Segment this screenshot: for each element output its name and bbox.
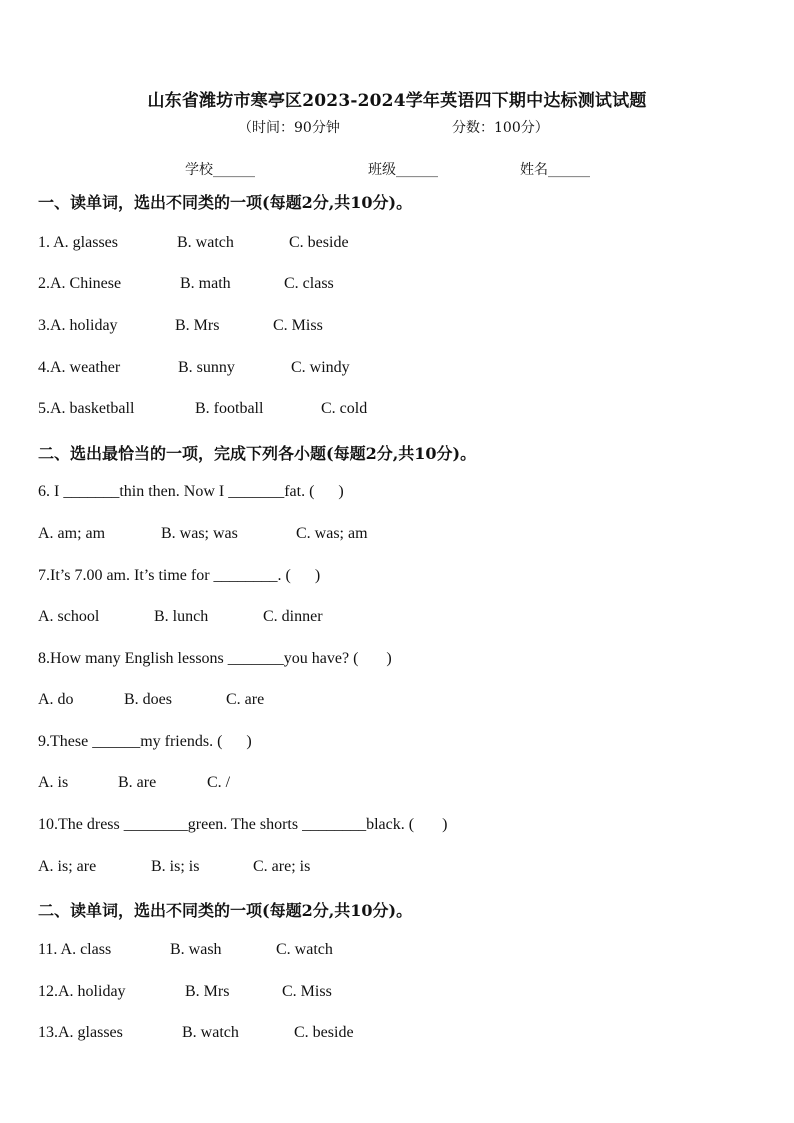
question-3-option-c: C. Miss [273,317,323,334]
question-3-option-b: B. Mrs [175,317,220,334]
question-6-stem: 6. I _______thin then. Now I _______fat. ( ) [38,483,344,500]
question-5-option-a: 5.A. basketball [38,400,135,417]
school-field: 学校______ [185,162,255,178]
section-2-heading: 二、选出最恰当的一项，完成下列各小题(每题2分,共10分)。 [38,444,477,463]
question-10-stem: 10.The dress ________green. The shorts ________black. ( ) [38,816,448,833]
question-11-option-b: B. wash [170,941,222,958]
question-2-option-c: C. class [284,275,334,292]
question-8-option-a: A. do [38,691,74,708]
question-11-option-c: C. watch [276,941,333,958]
question-8-stem: 8.How many English lessons _______you have? ( ) [38,650,392,667]
question-7-option-a: A. school [38,608,100,625]
question-6-option-c: C. was; am [296,525,368,542]
question-8-option-b: B. does [124,691,172,708]
question-7-option-c: C. dinner [263,608,323,625]
question-5-option-c: C. cold [321,400,368,417]
question-4-option-a: 4.A. weather [38,359,121,376]
question-1-option-c: C. beside [289,234,349,251]
question-2-option-b: B. math [180,275,231,292]
question-9-option-c: C. / [207,774,231,791]
question-1-option-a: 1. A. glasses [38,234,118,251]
question-6-option-a: A. am; am [38,525,106,542]
section-1-heading: 一、读单词，选出不同类的一项(每题2分,共10分)。 [38,193,413,212]
question-11-option-a: 11. A. class [38,941,112,958]
class-field: 班级______ [368,162,438,178]
question-10-option-b: B. is; is [151,858,200,875]
exam-score: 分数：100分） [452,120,549,136]
question-13-option-b: B. watch [182,1024,239,1041]
question-10-option-a: A. is; are [38,858,97,875]
question-4-option-c: C. windy [291,359,350,376]
question-2-option-a: 2.A. Chinese [38,275,122,292]
question-9-option-a: A. is [38,774,69,791]
question-4-option-b: B. sunny [178,359,235,376]
question-7-option-b: B. lunch [154,608,209,625]
question-3-option-a: 3.A. holiday [38,317,118,334]
question-7-stem: 7.It’s 7.00 am. It’s time for ________. ( ) [38,567,321,584]
question-13-option-a: 13.A. glasses [38,1024,123,1041]
question-10-option-c: C. are; is [253,858,311,875]
question-5-option-b: B. football [195,400,264,417]
question-1-option-b: B. watch [177,234,234,251]
exam-time: （时间：90分钟 [238,120,340,136]
question-12-option-a: 12.A. holiday [38,983,126,1000]
question-12-option-c: C. Miss [282,983,332,1000]
page-title: 山东省潍坊市寒亭区2023-2024学年英语四下期中达标测试试题 [147,91,647,111]
name-field: 姓名______ [520,162,590,178]
question-12-option-b: B. Mrs [185,983,230,1000]
question-9-stem: 9.These ______my friends. ( ) [38,733,252,750]
question-8-option-c: C. are [226,691,265,708]
question-6-option-b: B. was; was [161,525,238,542]
question-13-option-c: C. beside [294,1024,354,1041]
section-3-heading: 二、读单词，选出不同类的一项(每题2分,共10分)。 [38,901,413,920]
question-9-option-b: B. are [118,774,157,791]
